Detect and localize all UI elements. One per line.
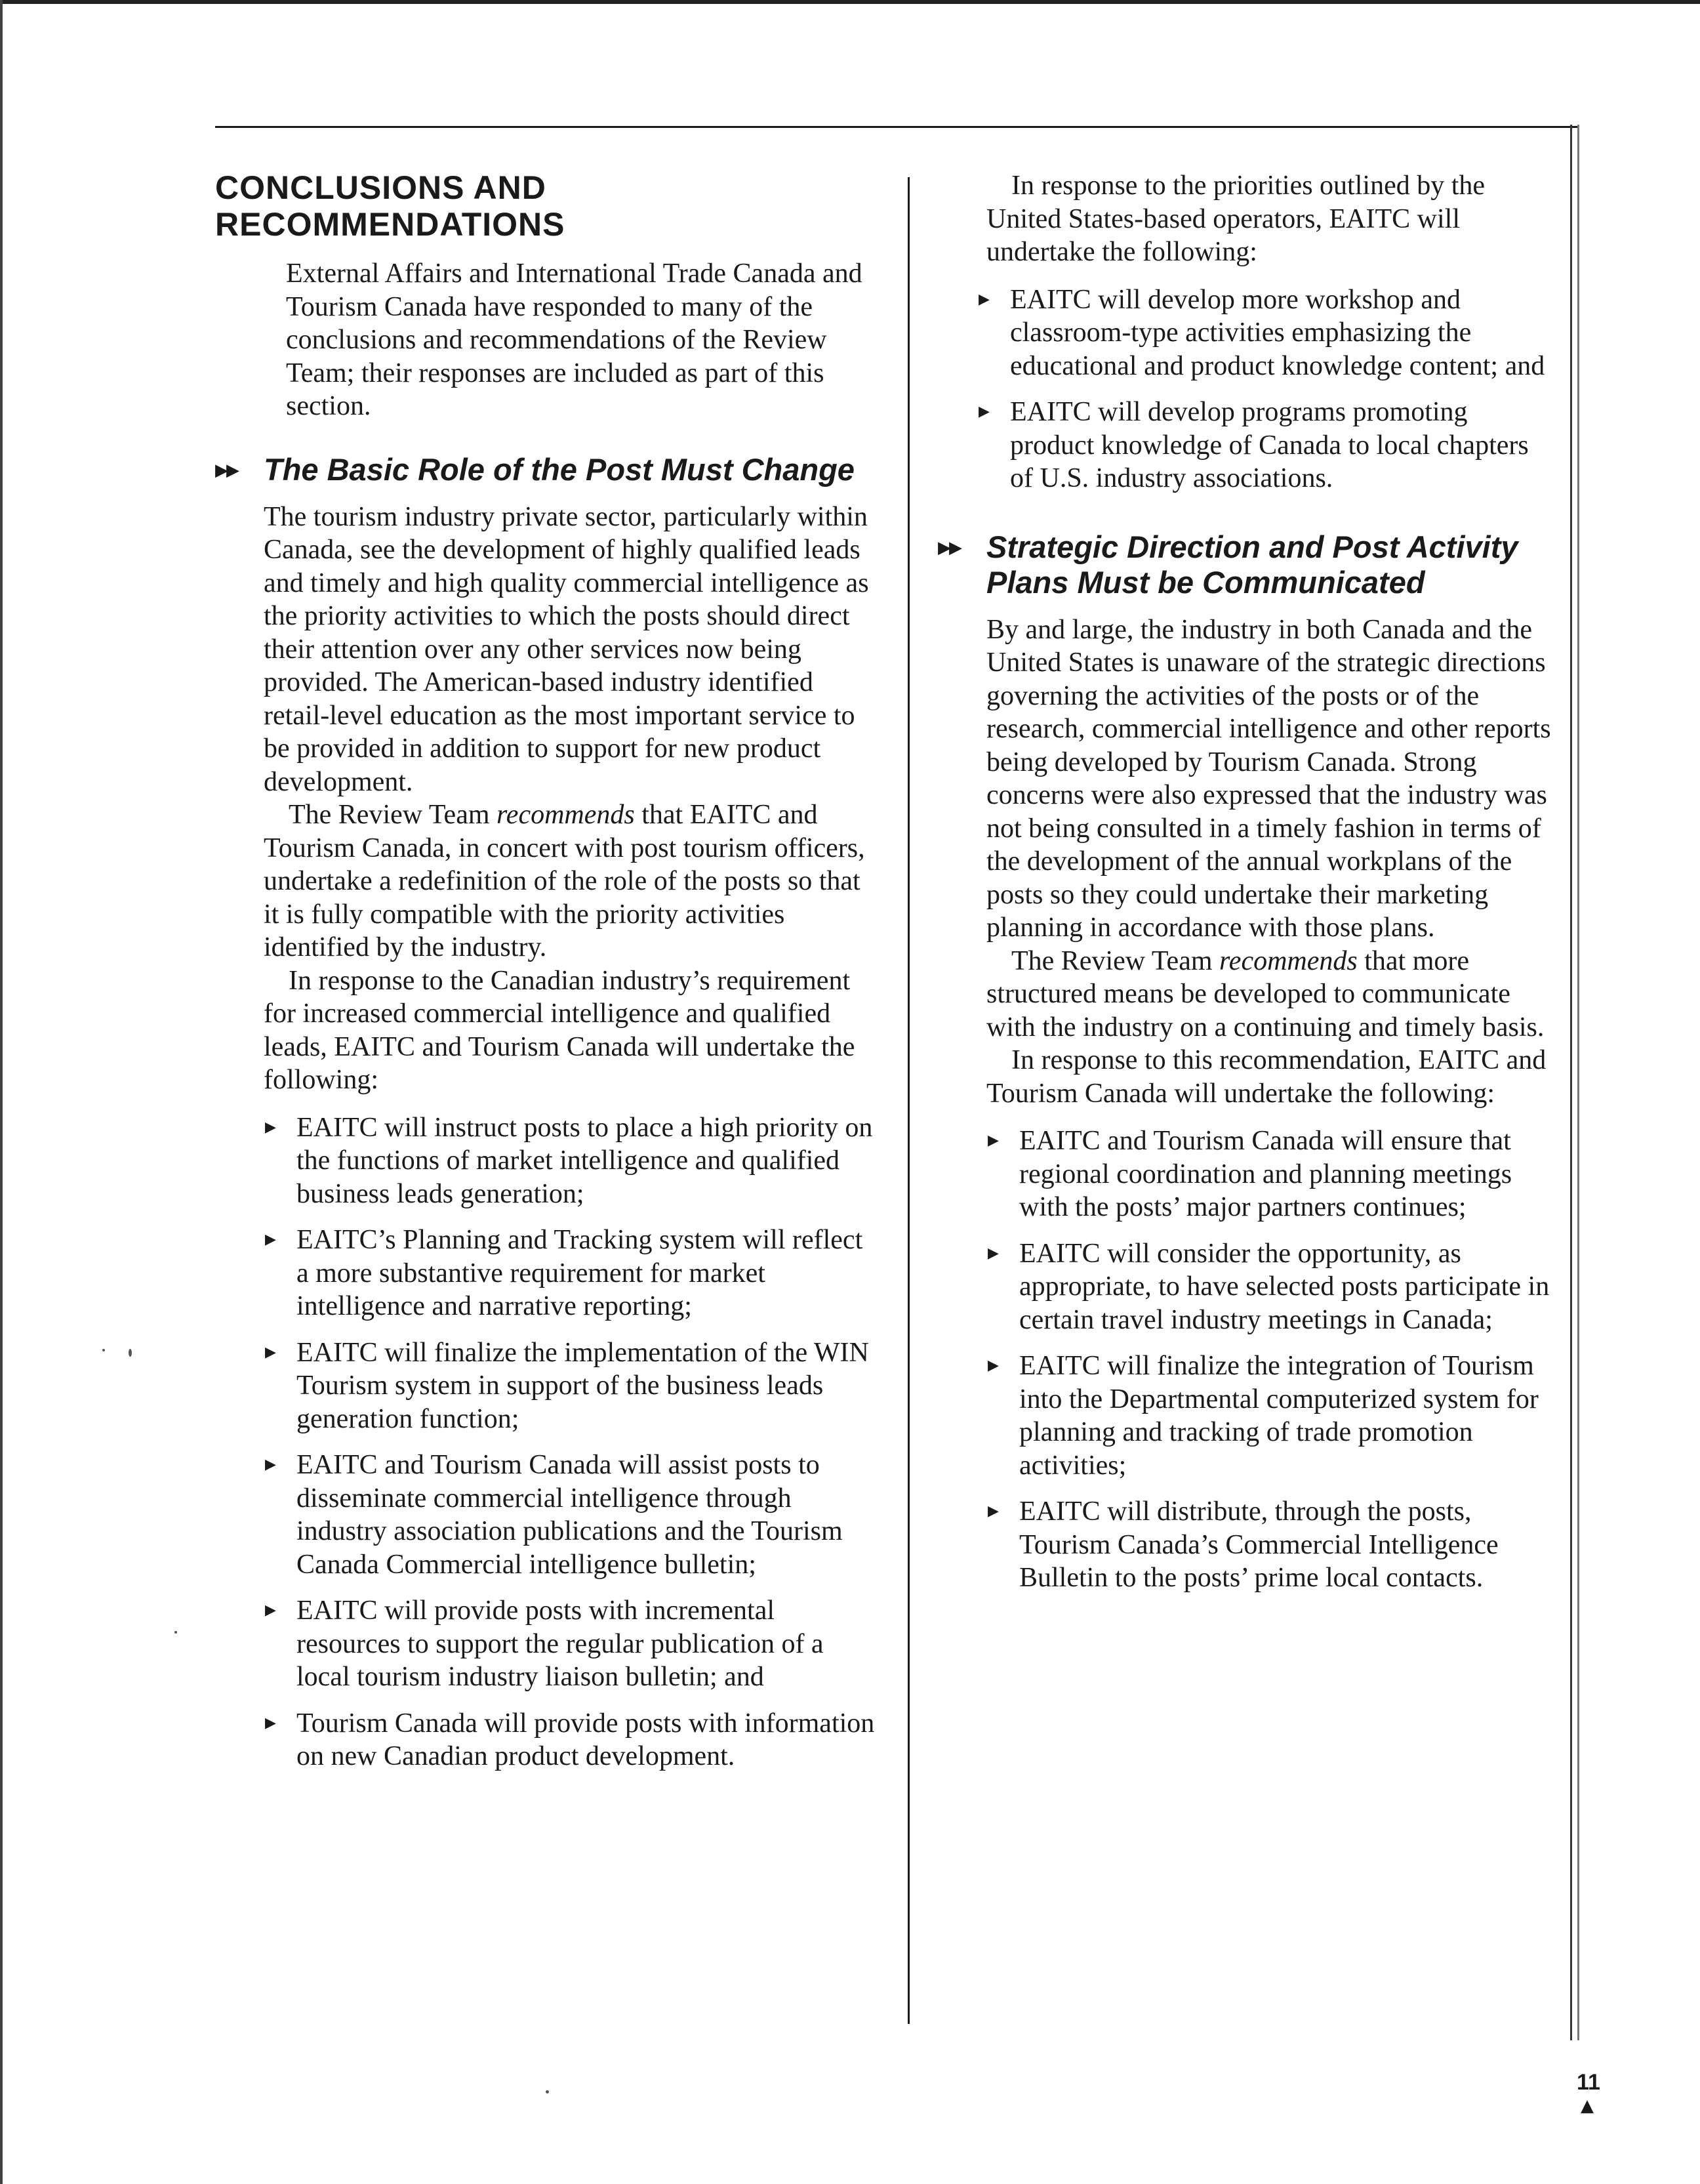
scan-speck <box>129 1349 132 1357</box>
list-item: ▶ EAITC and Tourism Canada will ensure that regional coordination and planning meetings with the posts’ major partners continues; <box>988 1126 1512 1222</box>
section2-para1: By and large, the industry in both Canada and the United States is unaware of the strategic directions governing the activities of the posts or of the research, commercial intelligence and other reports being developed by Tourism Canada. Strong concerns were also expressed that the industry was not being consulted in a timely fashion in terms of the development of the annual workplans of the posts so they could undertake their marketing planning in accordance with those plans. <box>986 614 1551 943</box>
page-top-edge <box>0 0 1700 4</box>
section1-body <box>264 501 878 1773</box>
bullet-triangle-icon: ▶ <box>979 403 990 420</box>
list-item: ▶ EAITC will develop more workshop and classroom-type activities emphasizing the educational and product knowledge content; and <box>979 284 1545 381</box>
scan-speck <box>102 1349 105 1351</box>
left-column <box>215 169 878 1786</box>
bullet-triangle-icon: ▶ <box>265 1714 276 1731</box>
bullet-triangle-icon: ▶ <box>988 1503 999 1519</box>
list-item: ▶ EAITC’s Planning and Tracking system will reflect a more substantive requirement for market intelligence and narrative reporting; <box>265 1225 863 1321</box>
scan-speck <box>546 2090 549 2093</box>
bullet-triangle-icon: ▶ <box>988 1245 999 1262</box>
double-arrow-icon: ▶▶ <box>215 459 237 480</box>
section1-para2-emphasis: recommends <box>496 800 635 830</box>
section1-para1: The tourism industry private sector, particularly within Canada, see the development of highly qualified leads and timely and high quality commercial intelligence as the priority activities to which the posts should direct their attention over any other services now being provided. The American-based industry identified retail-level education as the most important service to be provided in addition to support for new product development. <box>264 501 869 797</box>
top-rule <box>215 126 1578 128</box>
list-item: ▶ EAITC will finalize the implementation of the WIN Tourism system in support of the business leads generation function; <box>265 1337 869 1434</box>
list-item: ▶ EAITC will instruct posts to place a high priority on the functions of market intelligence and qualified business leads generation; <box>265 1112 873 1209</box>
section2-bullet-list <box>986 1124 1554 1595</box>
section1-para3: In response to the Canadian industry’s requirement for increased commercial intelligence and qualified leads, EAITC and Tourism Canada will undertake the following: <box>264 965 855 1095</box>
section-title: CONCLUSIONS AND RECOMMENDATIONS <box>215 169 565 243</box>
list-item: ▶ EAITC will finalize the integration of Tourism into the Departmental computerized system for planning and tracking of trade promotion activities; <box>988 1351 1539 1481</box>
page-number: 11 <box>1577 2070 1600 2095</box>
list-item: ▶ EAITC will provide posts with incremental resources to support the regular publication of a local tourism industry liaison bulletin; and <box>265 1596 824 1692</box>
section1-para2 <box>264 798 878 964</box>
right-column <box>938 169 1554 1608</box>
right-intro-bullet-list <box>977 283 1554 495</box>
bullet-triangle-icon: ▶ <box>979 291 990 308</box>
bullet-triangle-icon: ▶ <box>988 1132 999 1149</box>
bullet-triangle-icon: ▶ <box>265 1456 276 1473</box>
section2-para2-emphasis: recommends <box>1219 945 1358 976</box>
double-arrow-icon: ▶▶ <box>938 537 960 557</box>
section2-para2-post: that more structured means be developed to communicate with the industry on a continuing and timely basis. <box>986 945 1545 1042</box>
right-intro-paragraph: In response to the priorities outlined by the United States-based operators, EAITC will undertake the following: <box>986 171 1486 267</box>
list-item: ▶ EAITC and Tourism Canada will assist posts to disseminate commercial intelligence through industry association publications and the Tourism Canada Commercial intelligence bulletin; <box>265 1450 843 1580</box>
list-item: ▶ EAITC will develop programs promoting product knowledge of Canada to local chapters of U.S. industry associations. <box>979 397 1529 493</box>
bullet-triangle-icon: ▶ <box>265 1231 276 1248</box>
section2-heading-text: Strategic Direction and Post Activity Plans Must be Communicated <box>986 529 1518 600</box>
list-item: ▶ EAITC will distribute, through the posts, Tourism Canada’s Commercial Intelligence Bulletin to the posts’ prime local contacts. <box>988 1496 1499 1593</box>
section2-para2 <box>986 945 1554 1044</box>
section1-heading-text: The Basic Role of the Post Must Change <box>264 451 855 487</box>
section1-heading <box>215 452 878 487</box>
column-divider <box>908 177 910 2024</box>
section2-body <box>986 613 1554 1595</box>
list-item: ▶ EAITC will consider the opportunity, as appropriate, to have selected posts participate in certain travel industry meetings in Canada; <box>988 1238 1550 1335</box>
section2-para3: In response to this recommendation, EAITC and Tourism Canada will undertake the following: <box>986 1045 1547 1109</box>
intro-paragraph: External Affairs and International Trade Canada and Tourism Canada have responded to many of the conclusions and recommendations of the Review Team; their responses are included as part of this section. <box>286 258 862 421</box>
page-left-edge <box>0 0 3 2184</box>
bullet-triangle-icon: ▶ <box>265 1602 276 1618</box>
section1-bullet-list <box>264 1111 878 1773</box>
right-margin-bracket <box>1570 125 1579 2040</box>
bullet-triangle-icon: ▶ <box>265 1119 276 1136</box>
page-mark-icon: ▲ <box>1581 2096 1594 2116</box>
section1-para2-post: that EAITC and Tourism Canada, in concert with post tourism officers, undertake a redefinition of the role of the posts so that it is fully compatible with the priority activities identified by the industry. <box>264 800 865 962</box>
bullet-triangle-icon: ▶ <box>265 1344 276 1361</box>
list-item: ▶ Tourism Canada will provide posts with information on new Canadian product development. <box>265 1708 875 1771</box>
section2-para2-pre: The Review Team <box>1011 945 1220 976</box>
scan-speck <box>174 1631 177 1634</box>
bullet-triangle-icon: ▶ <box>988 1357 999 1374</box>
section2-heading <box>938 529 1554 600</box>
section1-para2-pre: The Review Team <box>289 800 497 830</box>
